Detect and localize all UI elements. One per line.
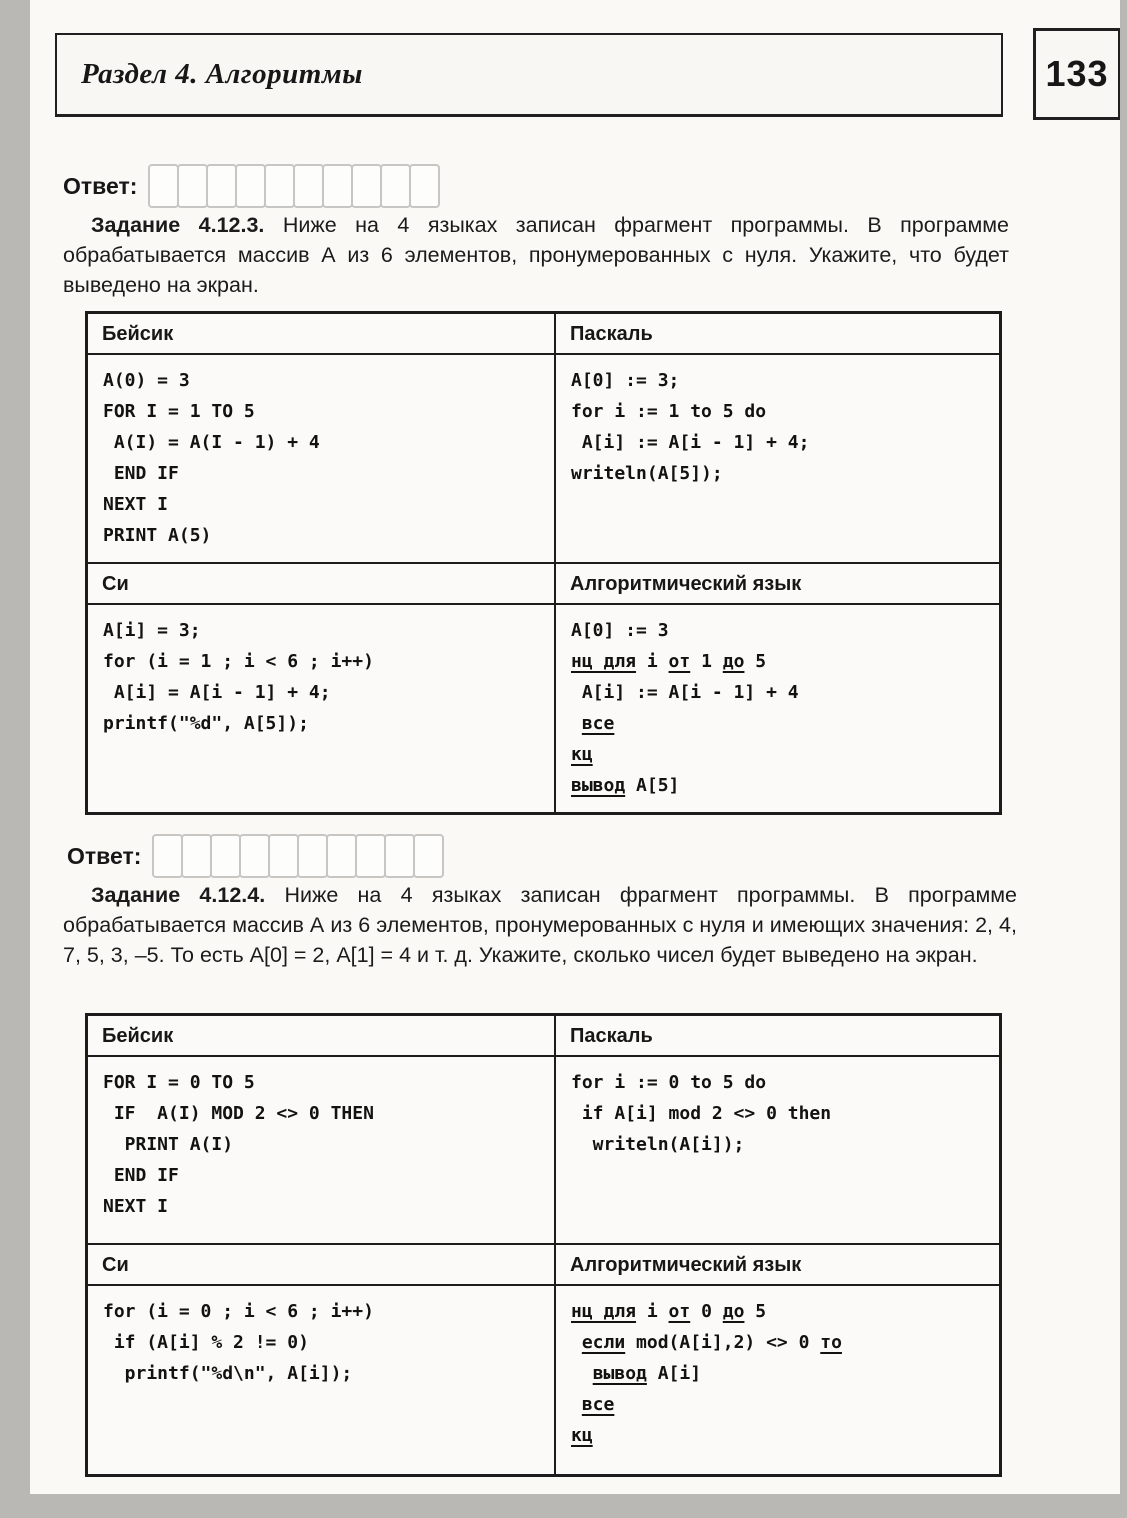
task1-answer-label: Ответ: (63, 172, 138, 199)
algo-keyword: все (581, 713, 615, 734)
task1-pascal-header: Паскаль (556, 314, 999, 355)
code-line: A[0] := 3; (571, 370, 680, 391)
answer-cell (355, 834, 386, 878)
code-line: PRINT A(5) (103, 525, 212, 546)
answer-cell (297, 834, 328, 878)
task2-text: Ниже на 4 языках записан фрагмент программы. В программе обрабатывается массив А из 6 элементов, пронумерованных с нуля и имеющих значения: 2, 4, 7, 5, 3, –5. То есть А[0] = 2, А[1] = 4 и т. д. Укажите, сколько чисел будет выведено на экран. (63, 883, 1017, 967)
task1-code-table (85, 311, 1002, 815)
answer-cell (235, 164, 266, 208)
page-number: 133 (1045, 53, 1109, 94)
algo-keyword: от (668, 1301, 691, 1322)
answer-cell (152, 834, 183, 878)
answer-cell (413, 834, 444, 878)
task2-answer-cells (154, 834, 444, 878)
task2-algo-code (556, 1286, 999, 1474)
code-line: writeln(A[i]); (571, 1134, 745, 1155)
task2-basic-code (88, 1057, 556, 1245)
task2-c-code (88, 1286, 556, 1474)
code-line: A[i] = A[i - 1] + 4; (103, 682, 331, 703)
task2-pascal-header: Паскаль (556, 1016, 999, 1057)
code-line: нц для i от 1 до 5 (571, 651, 767, 672)
code-line: IF A(I) MOD 2 <> 0 THEN (103, 1103, 374, 1124)
code-line: A[i] = 3; (103, 620, 201, 641)
page-number-box (1033, 28, 1120, 120)
task2-basic-header: Бейсик (88, 1016, 556, 1057)
answer-cell (264, 164, 295, 208)
code-line: END IF (103, 463, 179, 484)
code-line: for i := 0 to 5 do (571, 1072, 767, 1093)
code-line: вывод A[i] (592, 1363, 702, 1384)
task1-c-code (88, 605, 556, 812)
algo-keyword: нц для (571, 1301, 637, 1322)
task2-statement (63, 880, 1017, 970)
task2-pascal-code (556, 1057, 999, 1245)
algo-keyword: от (668, 651, 691, 672)
task2-algo-header: Алгоритмический язык (556, 1245, 999, 1286)
algo-keyword: кц (571, 744, 593, 765)
code-line: PRINT A(I) (103, 1134, 234, 1155)
task1-text: Ниже на 4 языках записан фрагмент программы. В программе обрабатывается массив А из 6 элементов, пронумерованных с нуля. Укажите, что будет выведено на экран. (63, 213, 1009, 297)
answer-cell (380, 164, 411, 208)
task1-basic-header: Бейсик (88, 314, 556, 355)
algo-keyword: то (820, 1332, 842, 1353)
code-line (571, 1420, 991, 1451)
task1-number: Задание 4.12.3. (91, 213, 265, 237)
task1-c-header: Си (88, 564, 556, 605)
answer-cell (181, 834, 212, 878)
task1-algo-header: Алгоритмический язык (556, 564, 999, 605)
answer-cell (293, 164, 324, 208)
algo-keyword: до (722, 1301, 745, 1322)
code-line: NEXT I (103, 494, 169, 515)
task1-pascal-code (556, 355, 999, 564)
algo-keyword: до (722, 651, 745, 672)
code-line: NEXT I (103, 1196, 169, 1217)
code-line: END IF (103, 1165, 179, 1186)
algo-keyword: вывод (571, 775, 626, 796)
task2-c-header: Си (88, 1245, 556, 1286)
task1-statement (63, 210, 1009, 300)
answer-cell (351, 164, 382, 208)
algo-keyword: нц для (571, 651, 637, 672)
answer-cell (326, 834, 357, 878)
algo-keyword: кц (571, 1425, 593, 1446)
answer-cell (148, 164, 179, 208)
algo-keyword: если (581, 1332, 626, 1353)
code-line (571, 1389, 991, 1420)
code-line (571, 739, 991, 770)
code-line (571, 708, 991, 739)
code-line: printf("%d\n", A[i]); (103, 1363, 353, 1384)
code-line: A(I) = A(I - 1) + 4 (103, 432, 320, 453)
code-line: if A[i] mod 2 <> 0 then (571, 1103, 832, 1124)
code-line: for i := 1 to 5 do (571, 401, 767, 422)
task1-answer-row (63, 164, 440, 208)
answer-cell (384, 834, 415, 878)
answer-cell (210, 834, 241, 878)
task2-answer-row (67, 834, 444, 878)
answer-cell (239, 834, 270, 878)
code-line: writeln(A[5]); (571, 463, 723, 484)
answer-cell (268, 834, 299, 878)
answer-cell (322, 164, 353, 208)
code-line: A(0) = 3 (103, 370, 190, 391)
code-line: for (i = 0 ; i < 6 ; i++) (103, 1301, 374, 1322)
code-line: FOR I = 1 TO 5 (103, 401, 255, 422)
code-line: for (i = 1 ; i < 6 ; i++) (103, 651, 374, 672)
answer-cell (409, 164, 440, 208)
code-line: нц для i от 0 до 5 (571, 1301, 767, 1322)
code-line: A[0] := 3 (571, 620, 669, 641)
code-line: if (A[i] % 2 != 0) (103, 1332, 309, 1353)
code-line: вывод A[5] (571, 775, 680, 796)
task2-code-table (85, 1013, 1002, 1477)
section-title: Раздел 4. Алгоритмы (81, 58, 363, 90)
answer-cell (177, 164, 208, 208)
algo-keyword: вывод (592, 1363, 647, 1384)
task2-answer-label: Ответ: (67, 842, 142, 869)
code-line: printf("%d", A[5]); (103, 713, 309, 734)
code-line: A[i] := A[i - 1] + 4; (571, 432, 810, 453)
task1-answer-cells (150, 164, 440, 208)
code-line: A[i] := A[i - 1] + 4 (571, 682, 799, 703)
task1-algo-code (556, 605, 999, 812)
code-line: FOR I = 0 TO 5 (103, 1072, 255, 1093)
algo-keyword: все (581, 1394, 615, 1415)
answer-cell (206, 164, 237, 208)
code-line: если mod(A[i],2) <> 0 то (581, 1332, 842, 1353)
task1-basic-code (88, 355, 556, 564)
task2-number: Задание 4.12.4. (91, 883, 266, 907)
scanned-book-page (30, 0, 1120, 1494)
section-header (55, 33, 1003, 117)
